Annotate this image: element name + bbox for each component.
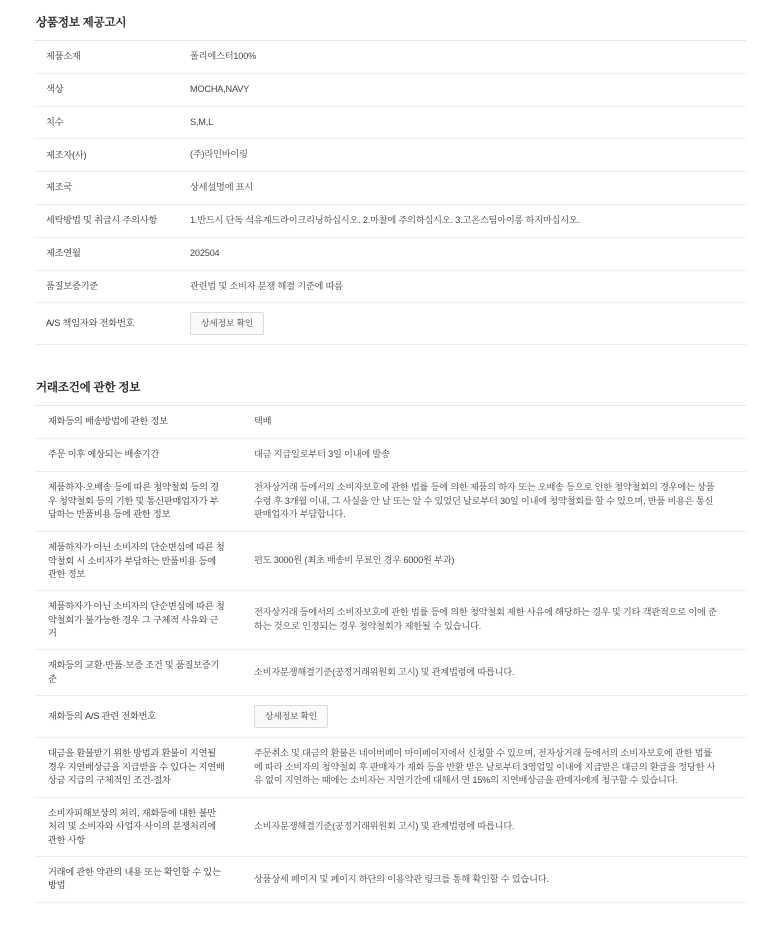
row-value: (주)라인바이링 [190,149,248,160]
row-value: 관련법 및 소비자 분쟁 해결 기준에 따름 [190,280,343,291]
row-value: MOCHA,NAVY [190,83,250,94]
table-row [34,650,746,696]
row-label: 제조연월 [34,237,176,270]
table-row [34,204,746,237]
row-value: 폴리에스터100% [190,51,257,61]
row-label: 제품하자·오배송 등에 따른 청약철회 등의 경우 청약철회 등의 기한 및 통신판매업자가 부담하는 반품비용 등에 관한 정보 [34,471,238,531]
row-label: 소비자피해보상의 처리, 재화등에 대한 불만 처리 및 소비자와 사업자 사이의 분쟁처리에 관한 사항 [34,798,238,857]
row-value: 편도 3000원 (최초 배송비 무료인 경우 6000원 부과) [254,555,455,566]
table-row [34,303,746,345]
row-value: 1.반드시 단독 석유계드라이크리닝하십시오. 2.마찰에 주의하십시오. 3.고온스팀아이롱 하지마십시오. [190,214,580,225]
table-row [34,41,746,74]
table-row [34,532,746,591]
as-detail-button[interactable]: 상세정보 확인 [190,312,264,335]
row-label: 재화등의 배송방법에 관한 정보 [34,406,238,439]
table-row [34,471,746,531]
row-value: 소비자분쟁해결기준(공정거래위원회 고시) 및 관계법령에 따릅니다. [254,666,515,677]
terms-notice-title: 거래조건에 관한 정보 [36,382,141,395]
row-label: 색상 [34,73,176,106]
row-value [238,695,746,737]
product-notice-table-body [34,41,746,345]
table-row [34,172,746,205]
row-label: 제조국 [34,172,176,205]
product-notice-title: 상품정보 제공고시 [36,17,127,29]
row-value: 대금 지급일로부터 3일 이내에 발송 [254,448,390,459]
row-value: 소비자분쟁해결기준(공정거래위원회 고시) 및 관계법령에 따릅니다. [254,821,515,832]
row-value: S,M,L [190,116,213,127]
terms-notice-table-body [34,406,746,903]
row-label: 치수 [34,106,176,139]
row-label: A/S 책임자와 전화번호 [34,303,176,345]
table-row [34,139,746,172]
table-row [34,237,746,270]
row-value: 전자상거래 등에서의 소비자보호에 관한 법률 등에 의한 제품의 하자 또는 오배송 등으로 인한 청약철회의 경우에는 상품 수령 후 3개월 이내, 그 사실을 안 날 또는 알 수 있었던 날로부터 30일 이내에 청약철회를 할 수 있으며, 반품 비용은 통신판매업자가 부담합니다. [254,481,715,520]
table-row [34,406,746,439]
row-label: 품질보증기준 [34,270,176,303]
row-label: 주문 이후 예상되는 배송기간 [34,438,238,471]
row-label: 제품하자가 아닌 소비자의 단순변심에 따른 청약철회가 불가능한 경우 그 구체적 사유와 근거 [34,591,238,650]
row-label: 재화등의 A/S 관련 전화번호 [34,695,238,737]
table-row [34,73,746,106]
terms-notice-table [34,405,746,903]
row-label: 거래에 관한 약관의 내용 또는 확인할 수 있는 방법 [34,857,238,903]
row-label: 제품소재 [34,41,176,74]
table-row [34,857,746,903]
row-label: 대금을 환불받기 위한 방법과 환불이 지연될 경우 지연배상금을 지급받을 수 있다는 지연배상금 지급의 구체적인 조건·절차 [34,737,238,797]
table-row [34,591,746,650]
table-row [34,737,746,797]
table-row [34,695,746,737]
table-row [34,106,746,139]
terms-notice-section [34,379,746,903]
table-row [34,798,746,857]
product-notice-table [34,40,746,345]
row-value: 상세설명에 표시 [190,182,254,193]
row-value: 상품상세 페이지 및 페이지 하단의 이용약관 링크를 통해 확인할 수 있습니다. [254,873,549,884]
row-value [176,303,746,345]
row-value: 202504 [190,247,220,258]
row-value: 전자상거래 등에서의 소비자보호에 관한 법률 등에 의한 청약철회 제한 사유에 해당하는 경우 및 기타 객관적으로 이에 준하는 것으로 인정되는 경우 청약철회가 제한될 수 있습니다. [254,607,717,632]
row-label: 제품하자가 아닌 소비자의 단순변심에 따른 청약철회 시 소비자가 부담하는 반품비용 등에 관한 정보 [34,532,238,591]
row-value: 택배 [254,416,272,427]
table-row [34,270,746,303]
table-row [34,438,746,471]
row-label: 세탁방법 및 취급시 주의사항 [34,204,176,237]
row-value: 주문취소 및 대금의 환불은 네이버페이 마이페이지에서 신청할 수 있으며, 전자상거래 등에서의 소비자보호에 관한 법률에 따라 소비자의 청약철회 후 판매자가 재화 등을 반환 받은 날로부터 3영업일 이내에 지급받은 대금의 환급을 정당한 사유 없이 지연하는 때에는 소비자는 지연기간에 대해서 연 15%의 지연배상금을 판매자에게 청구할 수 있습니다. [254,747,716,786]
row-label: 재화등의 교환·반품·보증 조건 및 품질보증기준 [34,650,238,696]
row-label: 제조자(사) [34,139,176,172]
as-phone-detail-button[interactable]: 상세정보 확인 [254,705,328,728]
product-notice-section [34,14,746,345]
